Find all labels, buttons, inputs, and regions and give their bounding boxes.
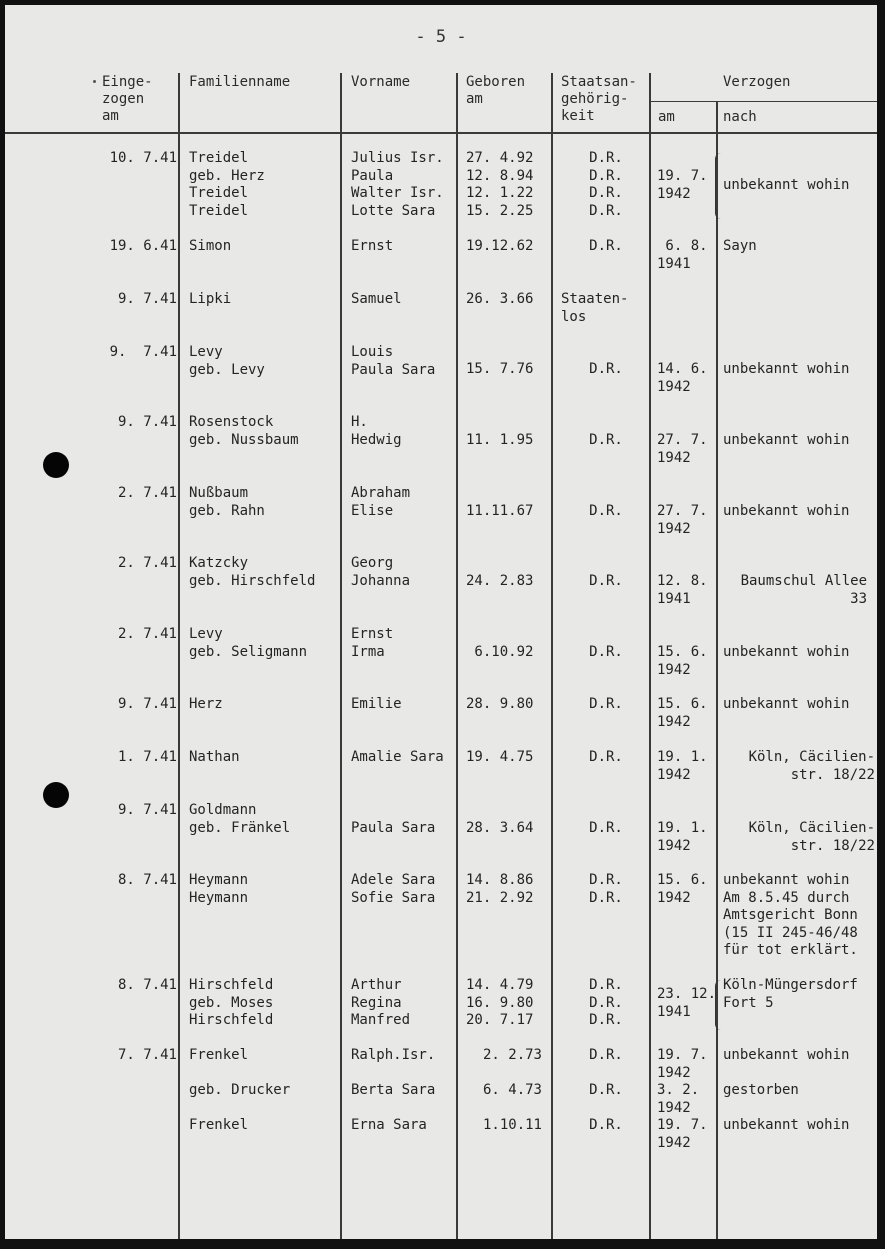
- vorname: Ernst Irma: [351, 626, 394, 660]
- verzogen-am: 15. 6. 1942: [657, 872, 708, 906]
- geboren: 11. 1.95: [466, 432, 534, 448]
- familienname: Treidel geb. Herz Treidel Treidel: [189, 150, 265, 219]
- header-verzogen-nach: nach: [723, 109, 757, 125]
- verzogen-nach: Köln, Cäcilien- str. 18/22: [748, 749, 875, 783]
- verzogen-underline: [649, 101, 877, 102]
- geboren: 28. 9.80: [466, 696, 534, 712]
- punch-hole-bottom: [43, 782, 69, 808]
- header-geboren: Geboren am: [466, 74, 526, 107]
- verzogen-nach: unbekannt wohin: [723, 432, 850, 448]
- header-vorname: Vorname: [351, 74, 411, 90]
- geboren: 27. 4.92 12. 8.94 12. 1.22 15. 2.25: [466, 150, 534, 219]
- familienname: Katzcky geb. Hirschfeld: [189, 555, 316, 589]
- vorname: Paula Sara: [351, 820, 436, 836]
- verzogen-nach: unbekannt wohin gestorben unbekannt wohin: [723, 1047, 850, 1133]
- col-divider-6: [716, 101, 718, 1239]
- vorname: H. Hedwig: [351, 414, 402, 448]
- verzogen-nach: Köln, Cäcilien- str. 18/22: [748, 820, 875, 854]
- vorname: Julius Isr. Paula Walter Isr. Lotte Sara: [351, 150, 444, 219]
- eingezogen-date: 9. 7.41: [117, 291, 177, 307]
- staatsangehoerigkeit: D.R.: [589, 361, 623, 377]
- familienname: Heymann Heymann: [189, 872, 249, 906]
- verzogen-nach: unbekannt wohin: [723, 361, 850, 377]
- verzogen-nach: Köln-Müngersdorf Fort 5: [723, 977, 858, 1011]
- verzogen-nach: unbekannt wohin: [723, 503, 850, 519]
- verzogen-am: 19. 1. 1942: [657, 820, 708, 854]
- verzogen-am: 15. 6. 1942: [657, 696, 708, 730]
- col-divider-1: [178, 73, 180, 1239]
- group-brace: [715, 153, 722, 219]
- verzogen-am: 6. 8. 1941: [657, 238, 708, 272]
- vorname: Georg Johanna: [351, 555, 411, 589]
- header-eingezogen: Einge- zogen am: [102, 74, 153, 124]
- header-dot: [93, 80, 96, 83]
- familienname: Lipki: [189, 291, 232, 307]
- geboren: 11.11.67: [466, 503, 534, 519]
- staatsangehoerigkeit: D.R.: [589, 573, 623, 589]
- geboren: 19.12.62: [466, 238, 534, 254]
- eingezogen-date: 7. 7.41: [117, 1047, 177, 1063]
- staatsangehoerigkeit: D.R.: [589, 432, 623, 448]
- staatsangehoerigkeit: D.R. D.R.: [589, 872, 623, 906]
- verzogen-am: 23. 12. 1941: [657, 986, 717, 1020]
- vorname: Arthur Regina Manfred: [351, 977, 411, 1028]
- vorname: Ernst: [351, 238, 394, 254]
- eingezogen-date: 2. 7.41: [117, 555, 177, 571]
- eingezogen-date: 8. 7.41: [117, 977, 177, 993]
- geboren: 26. 3.66: [466, 291, 534, 307]
- eingezogen-date: 1. 7.41: [117, 749, 177, 765]
- staatsangehoerigkeit: D.R.: [589, 749, 623, 765]
- geboren: 15. 7.76: [466, 361, 534, 377]
- staatsangehoerigkeit: D.R. D.R. D.R.: [589, 1047, 623, 1133]
- eingezogen-date: 10. 7.41: [109, 150, 177, 166]
- eingezogen-date: 2. 7.41: [117, 626, 177, 642]
- document-page: [5, 5, 877, 1239]
- verzogen-nach: Baumschul Allee 33: [740, 573, 867, 607]
- familienname: Goldmann geb. Fränkel: [189, 802, 291, 836]
- familienname: Nathan: [189, 749, 240, 765]
- vorname: Emilie: [351, 696, 402, 712]
- verzogen-nach: Sayn: [723, 238, 757, 254]
- header-staatsangehoerigkeit: Staatsan- gehörig- keit: [561, 74, 637, 124]
- staatsangehoerigkeit: D.R. D.R. D.R.: [589, 977, 623, 1028]
- header-familienname: Familienname: [189, 74, 291, 90]
- geboren: 28. 3.64: [466, 820, 534, 836]
- header-verzogen: Verzogen: [723, 74, 791, 90]
- geboren: 24. 2.83: [466, 573, 534, 589]
- geboren: 19. 4.75: [466, 749, 534, 765]
- group-brace: [715, 980, 722, 1030]
- verzogen-am: 27. 7. 1942: [657, 503, 708, 537]
- vorname: Ralph.Isr. Berta Sara Erna Sara: [351, 1047, 436, 1133]
- staatsangehoerigkeit: D.R.: [589, 238, 623, 254]
- eingezogen-date: 9. 7.41: [117, 696, 177, 712]
- staatsangehoerigkeit: D.R.: [589, 696, 623, 712]
- verzogen-nach: unbekannt wohin: [723, 177, 850, 193]
- eingezogen-date: 19. 6.41: [109, 238, 177, 254]
- geboren: 2. 2.73 6. 4.73 1.10.11: [482, 1047, 542, 1133]
- staatsangehoerigkeit: D.R.: [589, 503, 623, 519]
- header-verzogen-am: am: [658, 109, 675, 125]
- page-number: - 5 -: [415, 27, 467, 47]
- vorname: Abraham Elise: [351, 485, 411, 519]
- staatsangehoerigkeit: D.R.: [589, 820, 623, 836]
- col-divider-2: [340, 73, 342, 1239]
- vorname: Adele Sara Sofie Sara: [351, 872, 436, 906]
- eingezogen-date: 8. 7.41: [117, 872, 177, 888]
- verzogen-am: 15. 6. 1942: [657, 644, 708, 678]
- eingezogen-date: 2. 7.41: [117, 485, 177, 501]
- verzogen-nach: unbekannt wohin: [723, 696, 850, 712]
- verzogen-am: 19. 7. 1942 3. 2. 1942 19. 7. 1942: [657, 1047, 708, 1151]
- staatsangehoerigkeit: D.R.: [589, 644, 623, 660]
- staatsangehoerigkeit: D.R. D.R. D.R. D.R.: [589, 150, 623, 219]
- familienname: Frenkel geb. Drucker Frenkel: [189, 1047, 291, 1133]
- geboren: 14. 4.79 16. 9.80 20. 7.17: [466, 977, 534, 1028]
- familienname: Simon: [189, 238, 232, 254]
- punch-hole-top: [43, 452, 69, 478]
- verzogen-am: 12. 8. 1941: [657, 573, 708, 607]
- vorname: Samuel: [351, 291, 402, 307]
- verzogen-nach: unbekannt wohin: [723, 644, 850, 660]
- header-bottom-rule: [5, 132, 877, 134]
- verzogen-am: 14. 6. 1942: [657, 361, 708, 395]
- geboren: 14. 8.86 21. 2.92: [466, 872, 534, 906]
- verzogen-am: 19. 7. 1942: [657, 168, 708, 202]
- familienname: Hirschfeld geb. Moses Hirschfeld: [189, 977, 274, 1028]
- verzogen-nach: unbekannt wohin Am 8.5.45 durch Amtsgericht Bonn (15 II 245-46/48 für tot erklärt.: [723, 872, 858, 958]
- vorname: Amalie Sara: [351, 749, 444, 765]
- verzogen-am: 19. 1. 1942: [657, 749, 708, 783]
- eingezogen-date: 9. 7.41: [109, 344, 177, 360]
- staatsangehoerigkeit: Staaten- los: [561, 291, 629, 325]
- familienname: Nußbaum geb. Rahn: [189, 485, 265, 519]
- verzogen-am: 27. 7. 1942: [657, 432, 708, 466]
- familienname: Levy geb. Seligmann: [189, 626, 308, 660]
- col-divider-3: [456, 73, 458, 1239]
- eingezogen-date: 9. 7.41: [117, 802, 177, 818]
- familienname: Herz: [189, 696, 223, 712]
- familienname: Rosenstock geb. Nussbaum: [189, 414, 299, 448]
- eingezogen-date: 9. 7.41: [117, 414, 177, 430]
- geboren: 6.10.92: [466, 644, 534, 660]
- vorname: Louis Paula Sara: [351, 344, 436, 378]
- familienname: Levy geb. Levy: [189, 344, 265, 378]
